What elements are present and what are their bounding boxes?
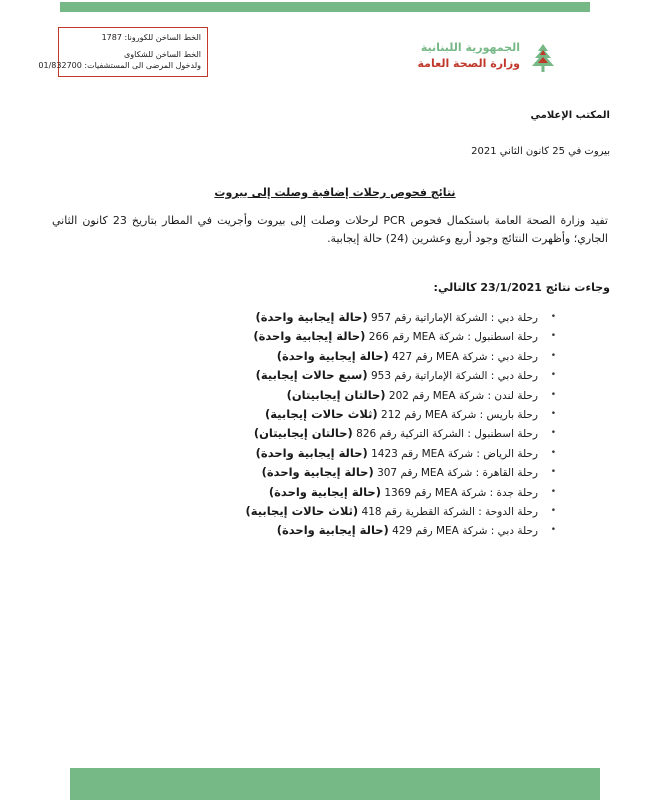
release-title-text: نتائج فحوص رحلات إضافية وصلت إلى بيروت (214, 186, 456, 199)
flight-positive-cases: (سبع حالات إيجابية) (255, 368, 368, 383)
bullet-icon: • (550, 428, 556, 439)
flight-result-item (122, 366, 556, 385)
flight-positive-cases: (ثلاث حالات إيجابية) (264, 406, 378, 421)
flight-description: رحلة اسطنبول : الشركة التركية رقم 826 (352, 428, 538, 441)
hospital-admission-hotline: ولدخول المرضى الى المستشفيات: 01/832700 (38, 61, 201, 70)
flight-positive-cases: (حالتان إيجابيتان) (286, 387, 386, 402)
intro-paragraph: تفيد وزارة الصحة العامة باستكمال فحوص PCR لرحلات وصلت إلى بيروت وأجريت في المطار بتاريخ 23 كانون الثاني الجاري؛ وأظهرت النتائج وجود أربع وعشرين (24) حالة إيجابية. (52, 214, 608, 245)
logo-ministry-text: وزارة الصحة العامة (417, 57, 520, 70)
flight-description: رحلة دبي : الشركة الإماراتية رقم 957 (367, 312, 538, 324)
flight-result-item (122, 444, 556, 463)
bullet-icon: • (550, 486, 556, 497)
bullet-icon: • (550, 312, 556, 322)
flight-description: رحلة الرياض : شركة MEA رقم 1423 (367, 447, 538, 460)
flight-description: رحلة باريس : شركة MEA رقم 212 (377, 408, 538, 421)
bullet-icon: • (550, 370, 556, 381)
top-green-bar (60, 2, 590, 12)
flight-result-item (122, 405, 556, 424)
flight-description: رحلة لندن : شركة MEA رقم 202 (385, 389, 538, 402)
flight-positive-cases: (حالة إيجابية واحدة) (255, 310, 368, 324)
flight-result-item (122, 463, 556, 482)
flight-positive-cases: (حالة إيجابية واحدة) (255, 445, 368, 460)
complaints-hotline: الخط الساخن للشكاوى (124, 50, 201, 59)
flight-description: رحلة اسطنبول : شركة MEA رقم 266 (365, 331, 538, 344)
bullet-icon: • (550, 525, 556, 536)
flight-description: رحلة جدة : شركة MEA رقم 1369 (380, 486, 538, 499)
flight-positive-cases: (حالة إيجابية واحدة) (253, 329, 366, 344)
bottom-green-bar (70, 768, 600, 800)
bullet-icon: • (550, 389, 556, 400)
flight-description: رحلة دبي : شركة MEA رقم 429 (388, 525, 538, 538)
flight-description: رحلة دبي : شركة MEA رقم 427 (388, 350, 538, 363)
logo-republic-text: الجمهورية اللبنانية (420, 41, 520, 54)
flight-result-item (122, 308, 556, 327)
ministry-logo (410, 40, 560, 76)
flight-result-item (122, 424, 556, 443)
flight-positive-cases: (حالة إيجابية واحدة) (261, 465, 374, 480)
hotline-box (38, 27, 208, 77)
flight-results-list (122, 308, 556, 541)
flight-positive-cases: (حالة إيجابية واحدة) (268, 484, 381, 499)
bullet-icon: • (550, 505, 556, 516)
flight-result-item (122, 327, 556, 346)
bullet-icon: • (550, 467, 556, 478)
flight-result-item (122, 521, 556, 540)
flight-description: رحلة القاهرة : شركة MEA رقم 307 (373, 467, 538, 480)
bullet-icon: • (550, 447, 556, 458)
release-title (0, 186, 670, 199)
cedar-logo-icon (526, 42, 560, 74)
bullet-icon: • (550, 350, 556, 361)
flight-positive-cases: (حالتان إيجابيتان) (253, 426, 353, 441)
media-office-label: المكتب الإعلامي (530, 110, 610, 121)
flight-result-item (122, 502, 556, 521)
flight-positive-cases: (ثلاث حالات إيجابية) (245, 503, 359, 518)
flight-result-item (122, 347, 556, 366)
results-intro: وجاءت نتائج 23/1/2021 كالتالي: (433, 281, 610, 294)
release-date: بيروت في 25 كانون الثاني 2021 (471, 146, 610, 157)
flight-description: رحلة دبي : الشركة الإماراتية رقم 953 (367, 370, 538, 383)
bullet-icon: • (550, 331, 556, 342)
flight-description: رحلة الدوحة : الشركة القطرية رقم 418 (358, 505, 538, 518)
flight-result-item (122, 483, 556, 502)
corona-hotline: الخط الساخن للكورونا: 1787 (101, 33, 201, 42)
flight-positive-cases: (حالة إيجابية واحدة) (276, 523, 389, 538)
bullet-icon: • (550, 408, 556, 419)
flight-positive-cases: (حالة إيجابية واحدة) (276, 348, 389, 363)
flight-result-item (122, 386, 556, 405)
